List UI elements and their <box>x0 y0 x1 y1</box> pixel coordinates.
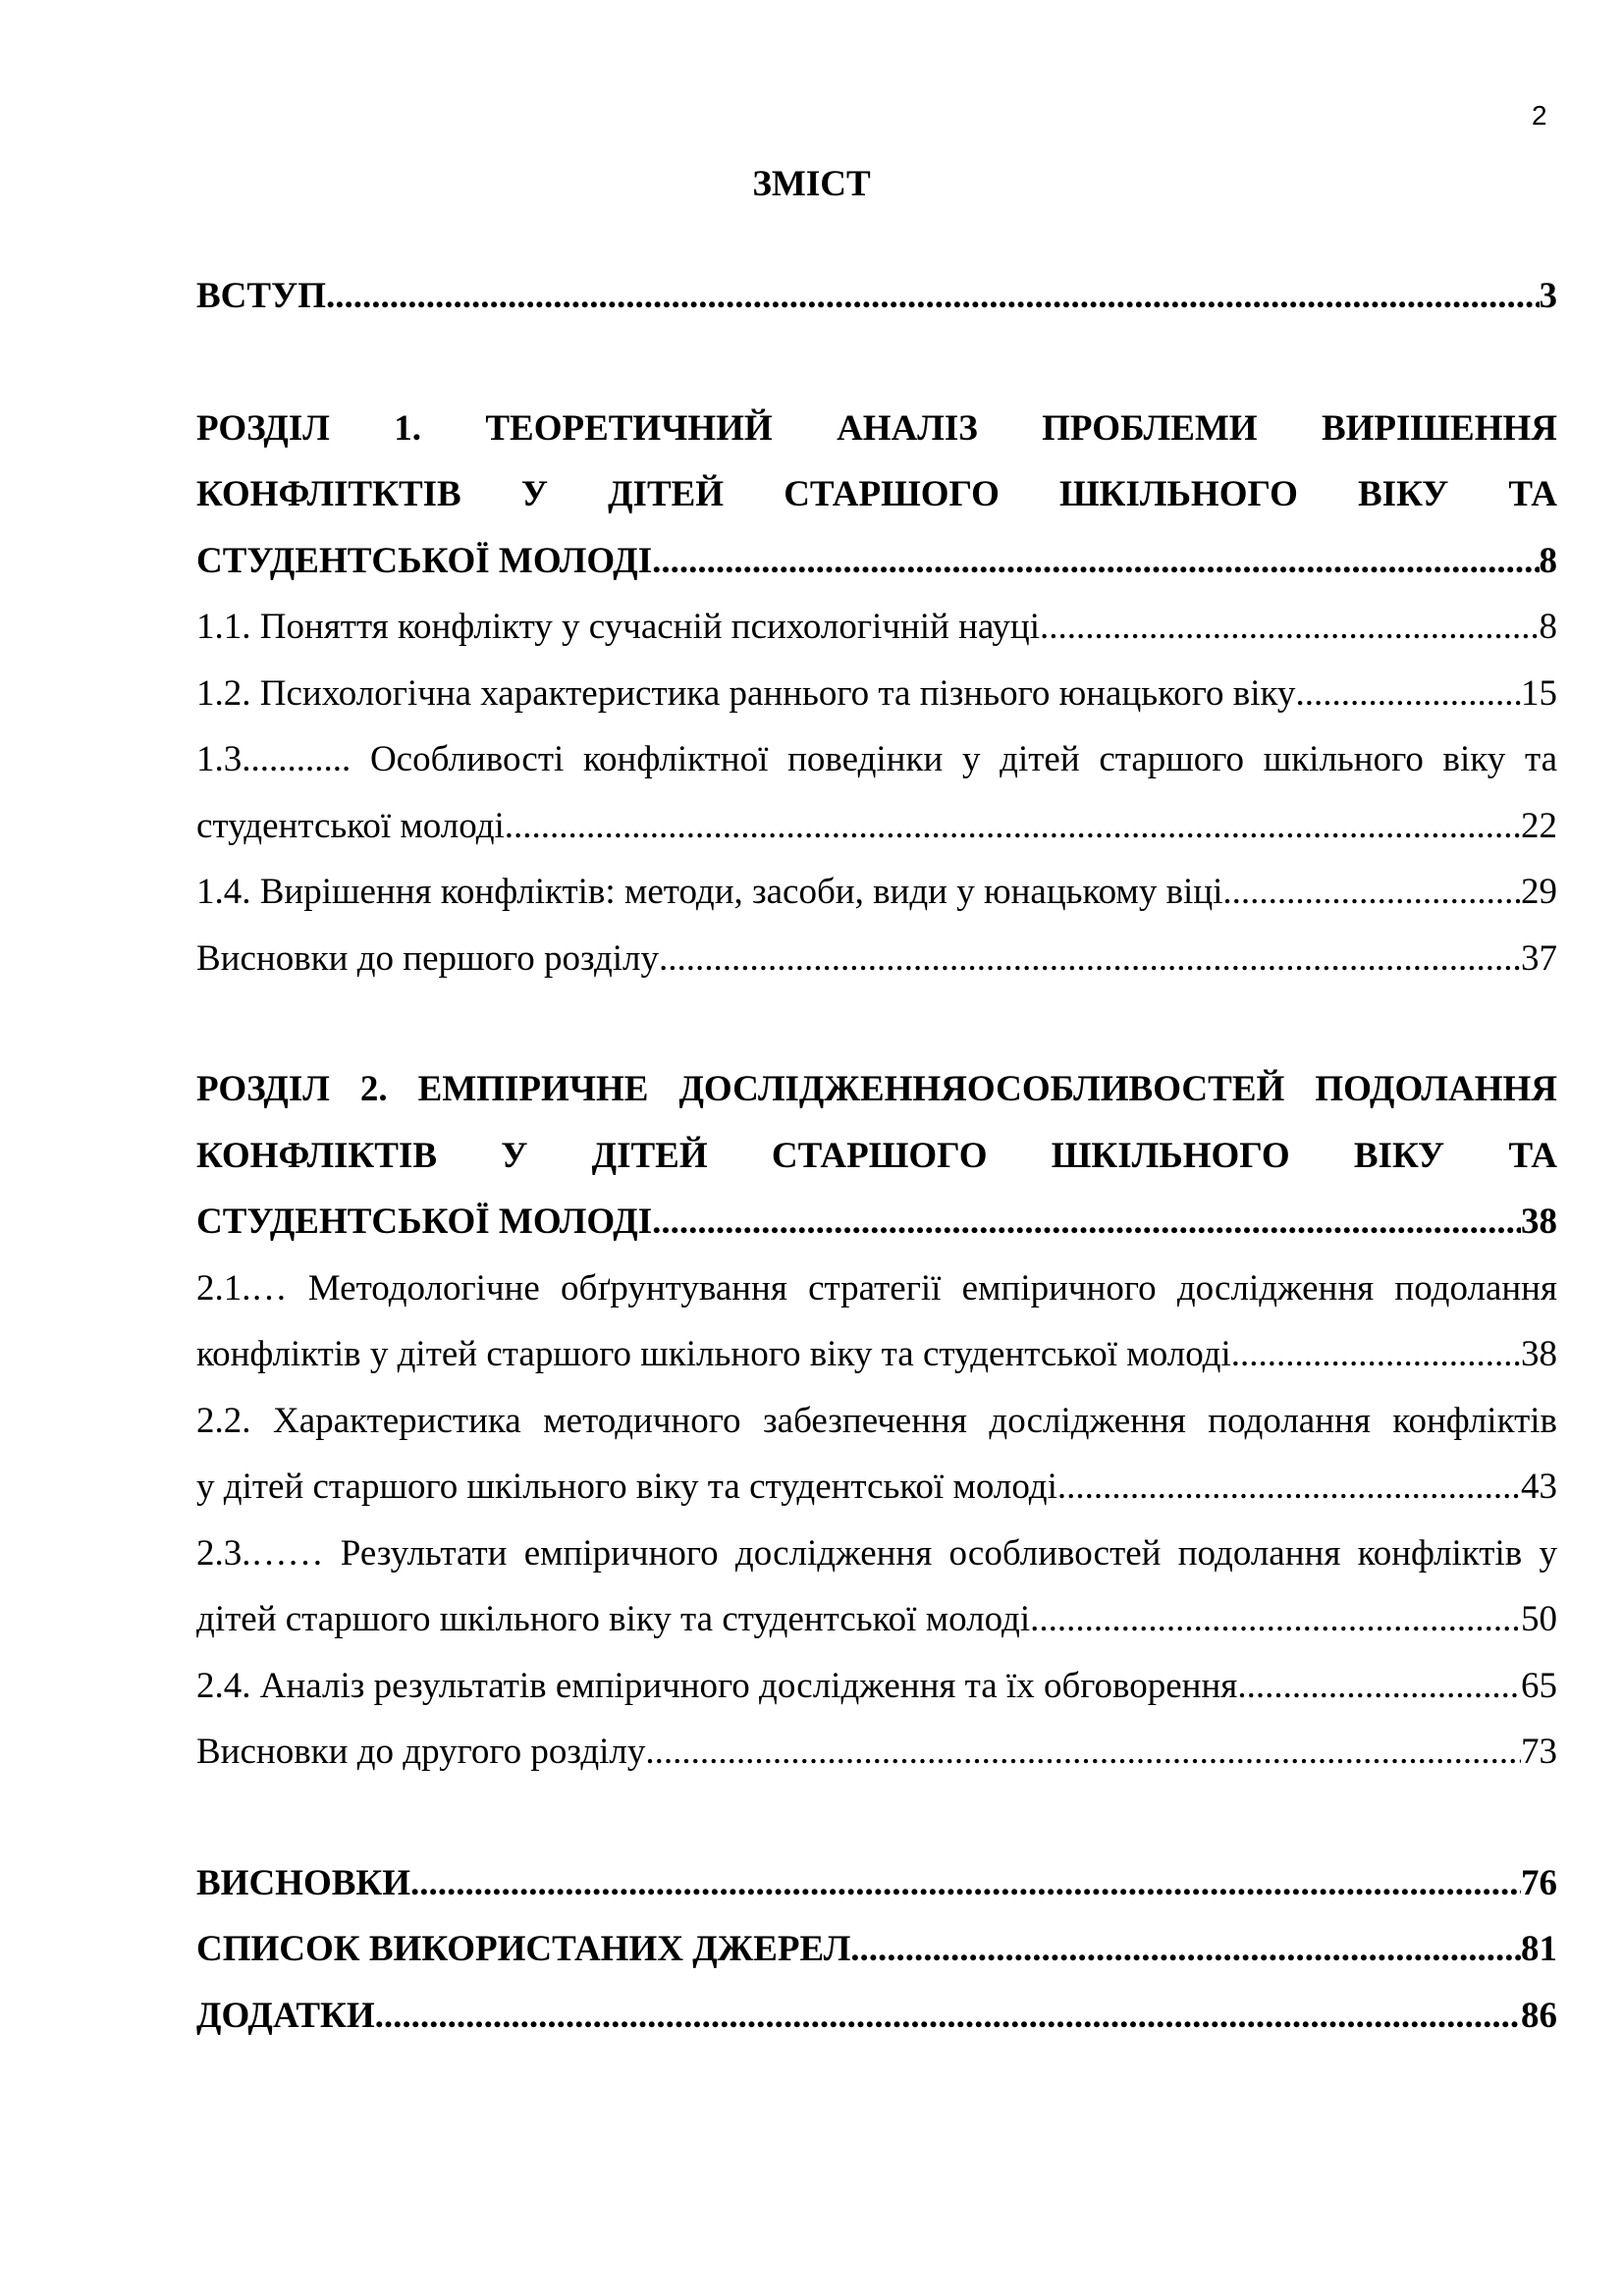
toc-entry-section-1-conclusions[interactable] <box>196 926 1557 992</box>
dot-leader <box>375 1983 1521 2050</box>
toc-page-number: 86 <box>1521 1995 1557 2036</box>
toc-entry-conclusions[interactable] <box>196 1850 1557 1917</box>
toc-entry-1-1[interactable] <box>196 594 1557 661</box>
toc-page-number: 76 <box>1521 1862 1557 1903</box>
dot-leader <box>505 793 1521 860</box>
toc-entry-label: ВСТУП <box>196 276 327 316</box>
toc-entry-1-4[interactable] <box>196 859 1557 926</box>
toc-entry-label: студентської молоді <box>196 805 505 846</box>
toc-page-number: 50 <box>1521 1599 1557 1639</box>
toc-page-number: 43 <box>1521 1467 1557 1507</box>
dot-leader <box>659 926 1521 992</box>
toc-page-number: 22 <box>1521 805 1557 846</box>
dot-leader <box>1057 1454 1521 1521</box>
toc-entry-label: у дітей старшого шкільного віку та студентської молоді <box>196 1467 1057 1507</box>
toc-entry-intro[interactable] <box>196 263 1557 330</box>
toc-entry-label: Висновки до першого розділу <box>196 937 660 979</box>
toc-page-number: 38 <box>1521 1201 1557 1242</box>
toc-entry-label: 2.2. Характеристика методичного забезпечення дослідження подолання конфліктів <box>196 1400 1557 1441</box>
dot-leader <box>1237 1653 1521 1720</box>
dot-leader <box>850 1916 1521 1983</box>
dot-leader <box>1040 594 1539 661</box>
toc-entry-label: ВИСНОВКИ <box>196 1862 411 1903</box>
toc-entry-label: 2.3.…… Результати емпіричного дослідження особливостей подолання конфліктів у <box>196 1532 1557 1574</box>
toc-entry-2-3[interactable] <box>196 1521 1557 1653</box>
dot-leader <box>410 1850 1521 1917</box>
toc-entry-appendices[interactable] <box>196 1983 1557 2050</box>
toc-entry-label: дітей старшого шкільного віку та студентської молоді <box>196 1599 1031 1639</box>
toc-section-2-heading[interactable] <box>196 1056 1557 1255</box>
dot-leader <box>645 1719 1521 1786</box>
toc-entry-label: конфліктів у дітей старшого шкільного віку та студентської молоді <box>196 1334 1231 1374</box>
toc-entry-2-4[interactable] <box>196 1653 1557 1720</box>
toc-heading-line: СТУДЕНТСЬКОЇ МОЛОДІ <box>196 540 653 581</box>
toc-entry-label: 1.3............ Особливості конфліктної поведінки у дітей старшого шкільного віку та <box>196 739 1557 779</box>
dot-leader <box>652 1189 1521 1255</box>
dot-leader <box>1231 1321 1521 1388</box>
toc-entry-label: 1.2. Психологічна характеристика раннього та пізнього юнацького віку <box>196 672 1296 714</box>
toc-page-number: 8 <box>1539 540 1557 581</box>
toc-heading-line: РОЗДІЛ 2. ЕМПІРИЧНЕ ДОСЛІДЖЕННЯОСОБЛИВОСТЕЙ ПОДОЛАННЯ <box>196 1069 1557 1109</box>
toc-entry-1-3[interactable] <box>196 726 1557 859</box>
toc-page-number: 8 <box>1539 607 1557 647</box>
toc-page-number: 38 <box>1521 1334 1557 1374</box>
toc-section-1-heading[interactable] <box>196 396 1557 595</box>
toc-heading-line: КОНФЛІТКТІВ У ДІТЕЙ СТАРШОГО ШКІЛЬНОГО ВІКУ ТА <box>196 474 1557 514</box>
toc-page-number: 65 <box>1521 1665 1557 1706</box>
toc-entry-1-2[interactable] <box>196 661 1557 727</box>
toc-entry-label: СПИСОК ВИКОРИСТАНИХ ДЖЕРЕЛ <box>196 1929 851 1969</box>
toc-page-number: 29 <box>1521 872 1557 912</box>
toc-entry-references[interactable] <box>196 1916 1557 1983</box>
toc-page-number: 15 <box>1521 672 1557 714</box>
dot-leader <box>1030 1586 1521 1653</box>
dot-leader <box>1295 661 1521 727</box>
toc-entry-2-2[interactable] <box>196 1388 1557 1521</box>
toc-title: ЗМІСТ <box>752 164 871 204</box>
page-number: 2 <box>1532 100 1547 131</box>
toc-page-number: 37 <box>1521 937 1557 979</box>
toc-entry-2-1[interactable] <box>196 1255 1557 1388</box>
toc-heading-line: КОНФЛІКТІВ У ДІТЕЙ СТАРШОГО ШКІЛЬНОГО ВІКУ ТА <box>196 1135 1557 1176</box>
dot-leader <box>1222 859 1521 926</box>
toc-page-number: 81 <box>1521 1929 1557 1969</box>
toc-heading-line: РОЗДІЛ 1. ТЕОРЕТИЧНИЙ АНАЛІЗ ПРОБЛЕМИ ВИРІШЕННЯ <box>196 407 1557 449</box>
toc-entry-section-2-conclusions[interactable] <box>196 1719 1557 1786</box>
dot-leader <box>652 528 1539 595</box>
toc-entry-label: Висновки до другого розділу <box>196 1732 646 1772</box>
table-of-contents <box>196 263 1557 2049</box>
toc-entry-label: 2.1.… Методологічне обґрунтування стратегії емпіричного дослідження подолання <box>196 1267 1557 1308</box>
toc-entry-label: ДОДАТКИ <box>196 1995 375 2036</box>
toc-page-number: 3 <box>1539 276 1557 316</box>
toc-heading-line: СТУДЕНТСЬКОЇ МОЛОДІ <box>196 1201 653 1242</box>
toc-page-number: 73 <box>1521 1732 1557 1772</box>
toc-entry-label: 1.4. Вирішення конфліктів: методи, засоби, види у юнацькому віці <box>196 872 1223 912</box>
toc-entry-label: 1.1. Поняття конфлікту у сучасній психологічній науці <box>196 607 1041 647</box>
toc-entry-label: 2.4. Аналіз результатів емпіричного дослідження та їх обговорення <box>196 1665 1238 1706</box>
dot-leader <box>326 263 1539 330</box>
